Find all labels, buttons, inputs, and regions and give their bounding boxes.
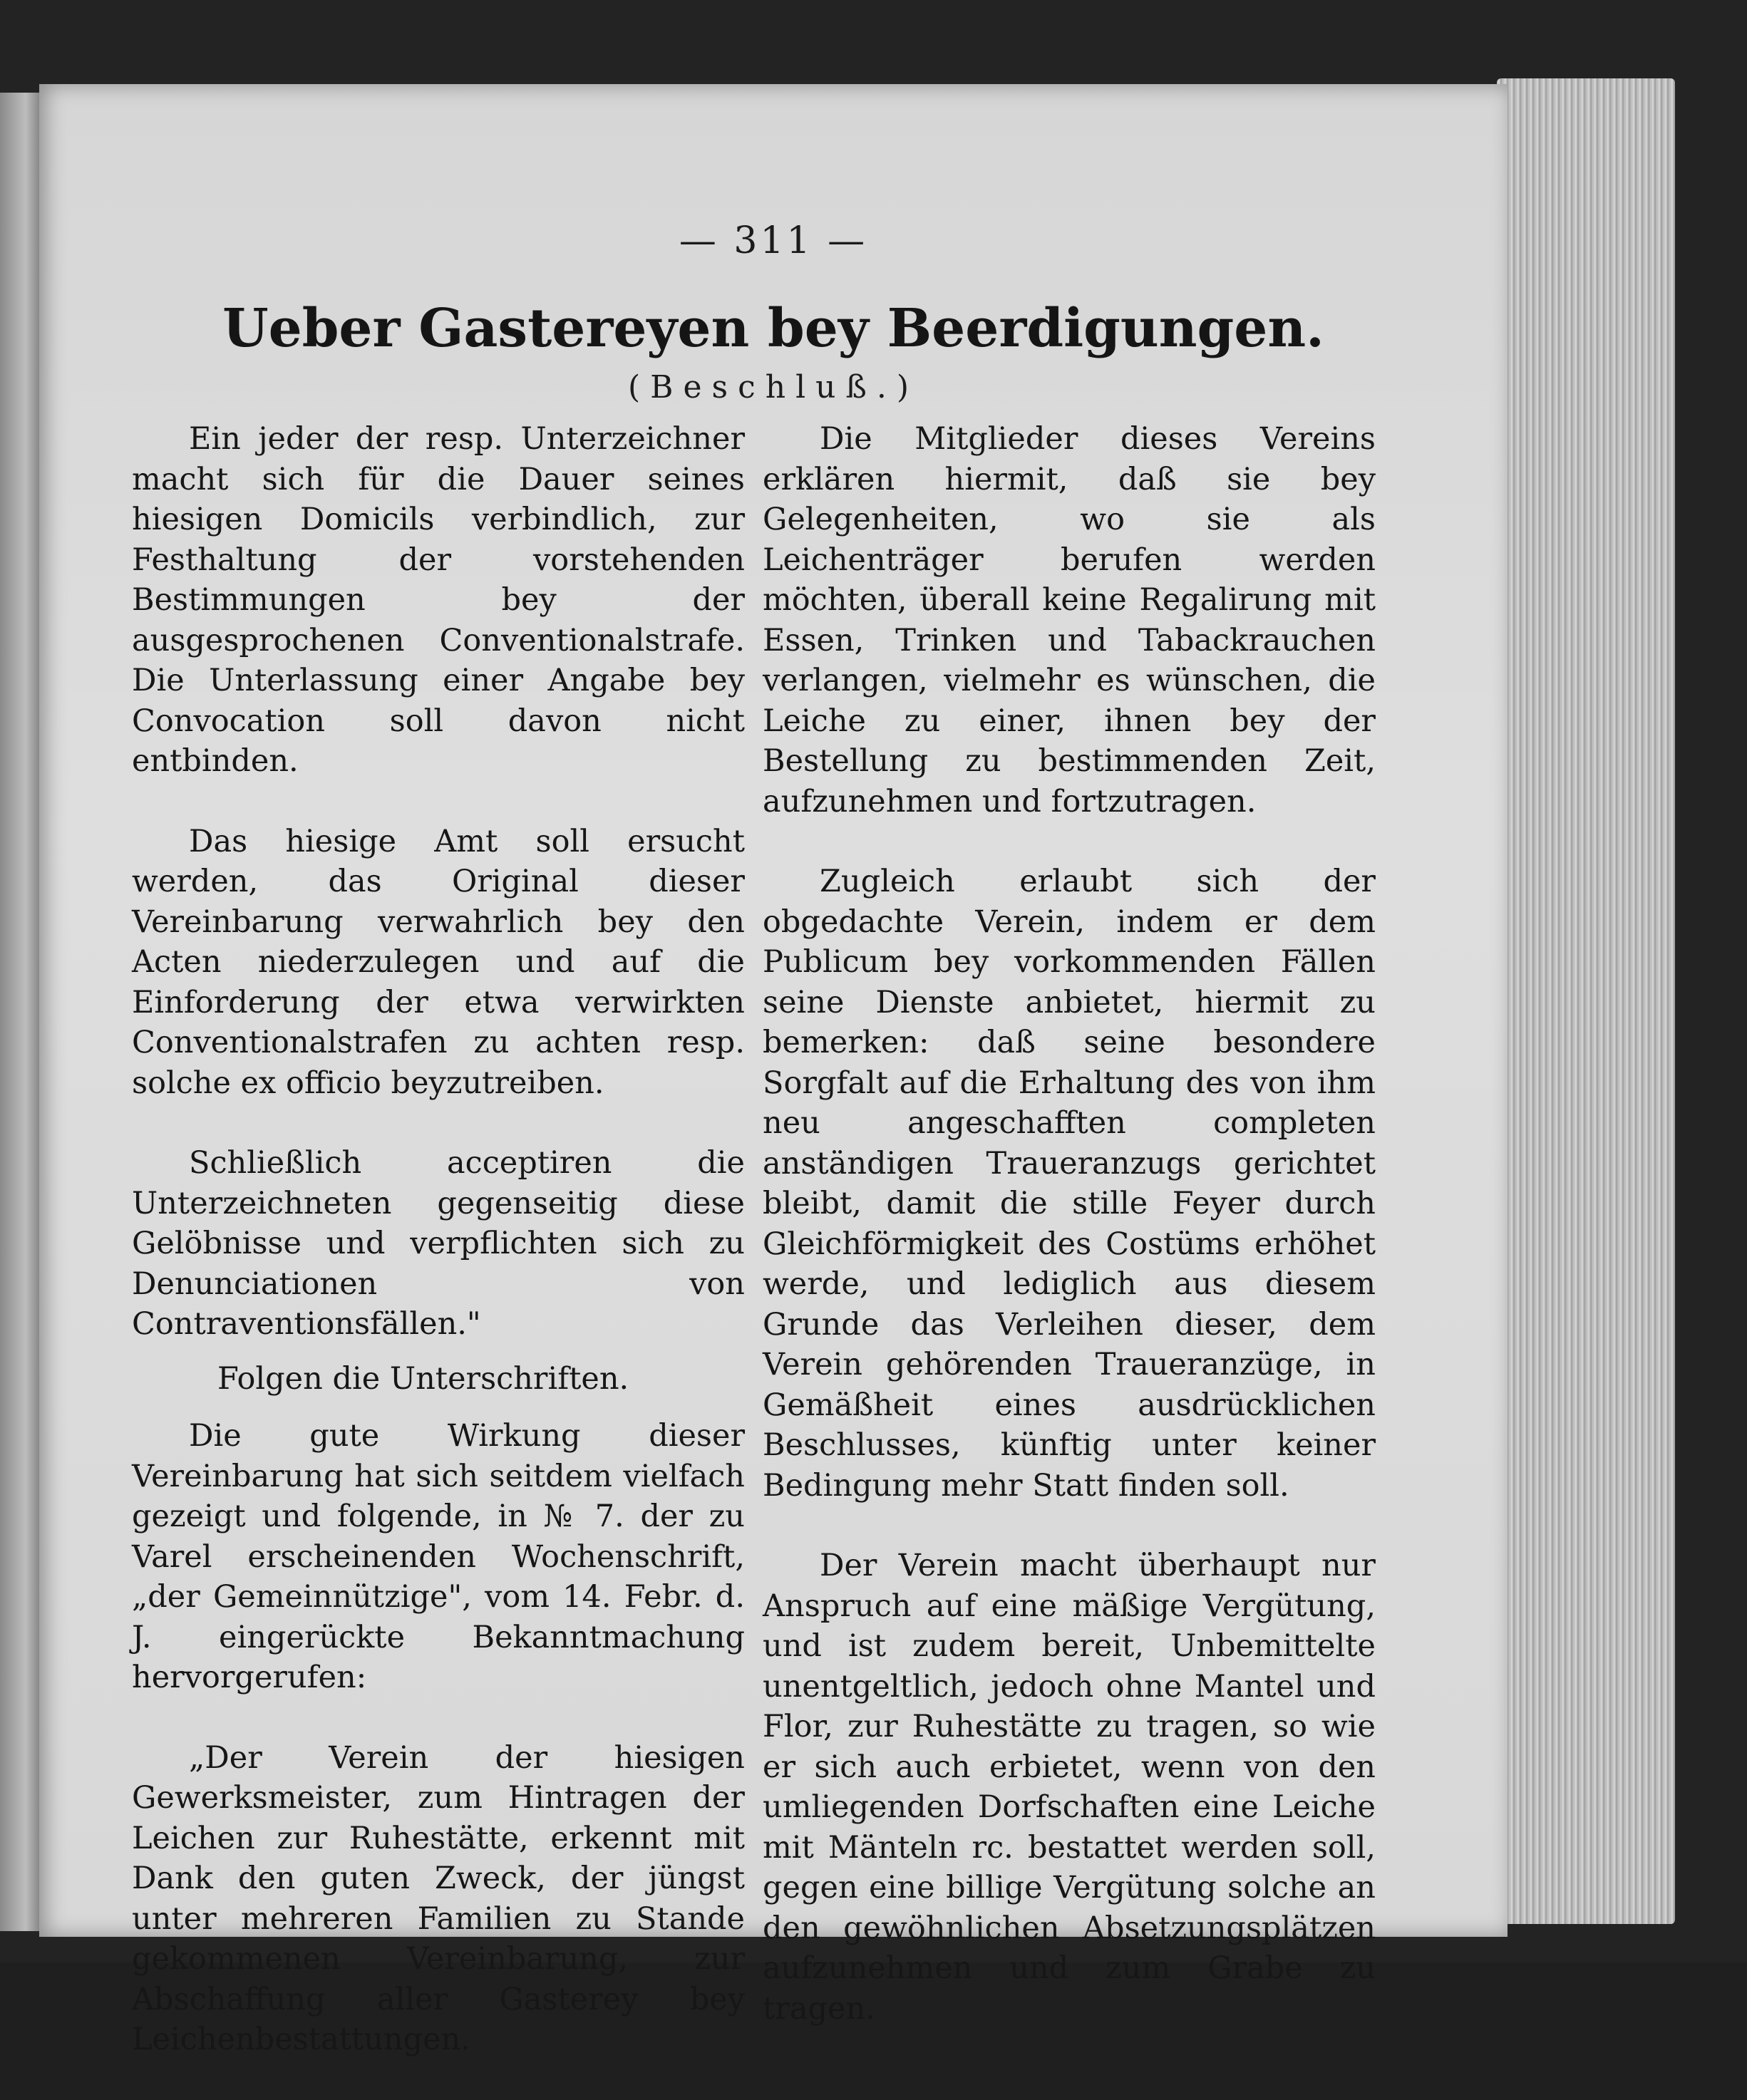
paragraph: Die gute Wirkung dieser Vereinbarung hat sich seitdem vielfach gezeigt und folgende, in № 7. der zu Varel erscheinenden Wochenschrift, „der Gemeinnützige", vom 14. Febr. d. J. eingerückte Bekanntmachung hervorgerufen: bbox=[132, 1418, 745, 1695]
facing-page-edge bbox=[0, 93, 43, 1931]
book-page bbox=[39, 84, 1508, 2057]
paragraph: Das hiesige Amt soll ersucht werden, das Original dieser Vereinbarung verwahrlich bey den Acten niederzulegen und auf die Einforderung der etwa verwirkten Conventionalstrafen zu achten resp. solche ex officio beyzutreiben. bbox=[132, 823, 745, 1101]
right-text-column bbox=[763, 419, 1376, 2069]
paragraph: Zugleich erlaubt sich der obgedachte Verein, indem er dem Publicum bey vorkommenden Fällen seine Dienste anbietet, hiermit zu bemerken: daß seine besondere Sorgfalt auf die Erhaltung des von ihm neu angeschafften completen anständigen Traueranzugs gerichtet bleibt, damit die stille Feyer durch Gleichförmigkeit des Costüms erhöhet werde, und lediglich aus diesem Grunde das Verleihen dieser, dem Verein gehörenden Traueranzüge, in Gemäßheit eines ausdrücklichen Beschlusses, künftig unter keiner Bedingung mehr Statt finden soll. bbox=[763, 864, 1376, 1504]
left-text-column bbox=[132, 419, 745, 2100]
paragraph: Die Mitglieder dieses Vereins erklären hiermit, daß sie bey Gelegenheiten, wo sie als Leichenträger berufen werden möchten, überall keine Regalirung mit Essen, Trinken und Tabackrauchen verlangen, vielmehr es wünschen, die Leiche zu einer, ihnen bey der Bestellung zu bestimmenden Zeit, aufzunehmen und fortzutragen. bbox=[763, 421, 1376, 819]
page-number: — 311 — bbox=[679, 219, 868, 262]
signatures-note: Folgen die Unterschriften. bbox=[217, 1360, 629, 1397]
paragraph: Schließlich acceptiren die Unterzeichneten gegenseitig diese Gelöbnisse und verpflichten sich zu Denunciationen von Contraventionsfällen." bbox=[132, 1145, 745, 1342]
article-title: Ueber Gastereyen bey Beerdigungen. bbox=[222, 298, 1324, 359]
paragraph: Ein jeder der resp. Unterzeichner macht sich für die Dauer seines hiesigen Domicils verbindlich, zur Festhaltung der vorstehenden Bestimmungen bey der ausgesprochenen Conventionalstrafe. Die Unterlassung einer Angabe bey Convocation soll davon nicht entbinden. bbox=[132, 421, 745, 779]
article-subtitle: (Beschluß.) bbox=[627, 369, 919, 405]
paragraph: „Der Verein der hiesigen Gewerksmeister, zum Hintragen der Leichen zur Ruhestätte, erkennt mit Dank den guten Zweck, der jüngst unter mehreren Familien zu Stande gekommenen Vereinbarung, zur Abschaffung aller Gasterey bey Leichenbestattungen. bbox=[132, 1739, 745, 2057]
book-page-edges bbox=[1497, 78, 1675, 1924]
paragraph: Der Verein macht überhaupt nur Anspruch auf eine mäßige Vergütung, und ist zudem bereit, Unbemittelte unentgeltlich, jedoch ohne Mantel und Flor, zur Ruhestätte zu tragen, so wie er sich auch erbietet, wenn von den umliegenden Dorfschaften eine Leiche mit Mänteln rc. bestattet werden soll, gegen eine billige Vergütung solche an den gewöhnlichen Absetzungsplätzen aufzunehmen und zum Grabe zu tragen. bbox=[763, 1548, 1376, 2027]
